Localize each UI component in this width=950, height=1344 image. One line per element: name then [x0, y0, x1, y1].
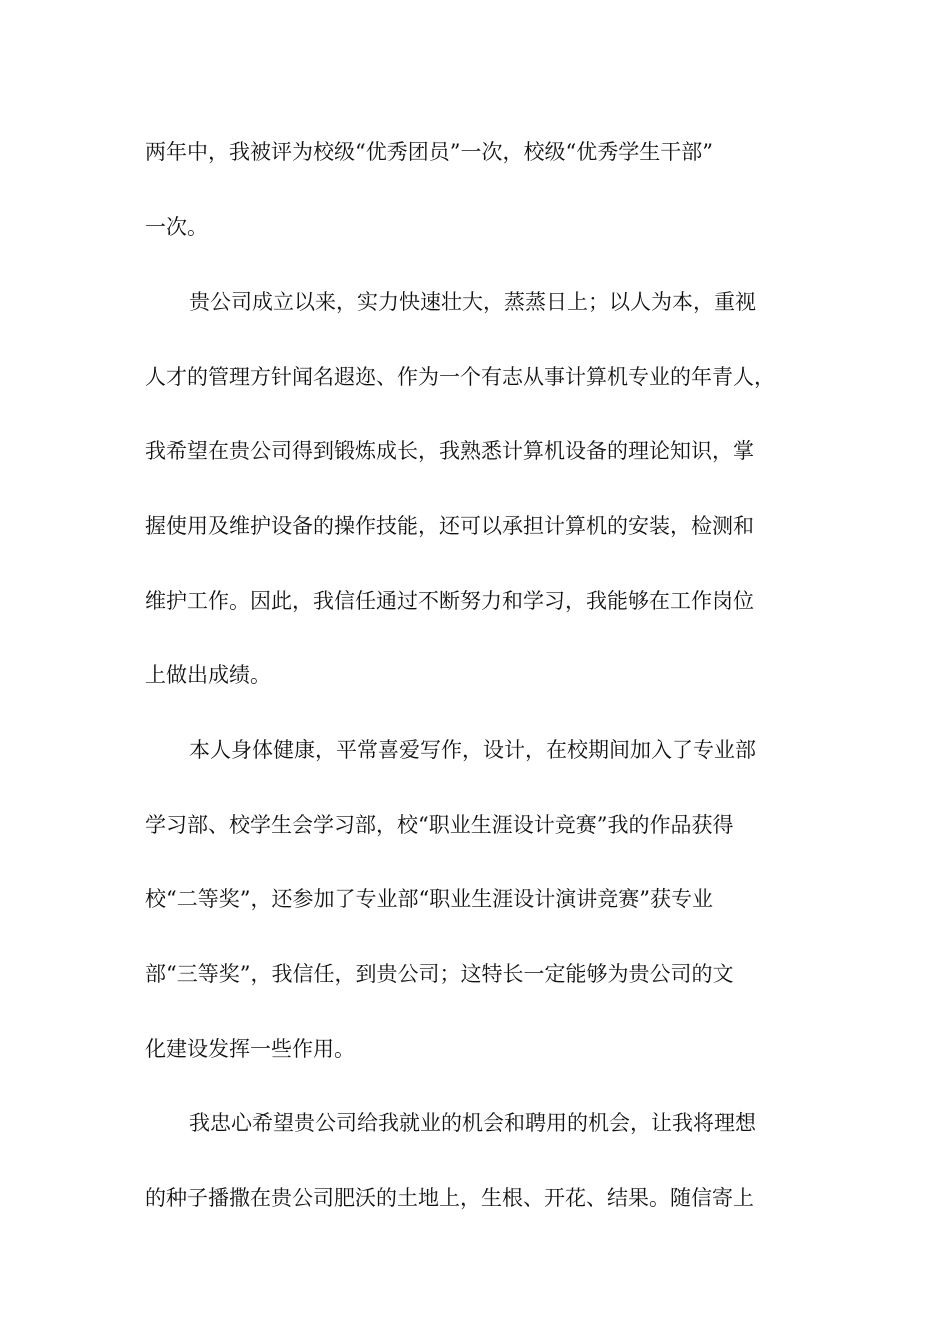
paragraph-start-line: 我忠心希望贵公司给我就业的机会和聘用的机会，让我将理想	[189, 1111, 756, 1135]
text-line: 我希望在贵公司得到锻炼成长，我熟悉计算机设备的理论知识，掌	[145, 439, 754, 463]
text-line: 的种子播撒在贵公司肥沃的土地上，生根、开花、结果。随信寄上	[145, 1186, 754, 1210]
text-line: 两年中，我被评为校级“优秀团员”一次，校级“优秀学生干部”	[145, 140, 713, 164]
text-line: 握使用及维护设备的操作技能，还可以承担计算机的安装，检测和	[145, 514, 754, 538]
text-line: 一次。	[145, 215, 208, 239]
paragraph-start-line: 本人身体健康，平常喜爱写作，设计，在校期间加入了专业部	[189, 738, 756, 762]
text-line: 人才的管理方针闻名遐迩、作为一个有志从事计算机专业的年青人，	[145, 365, 775, 389]
text-line: 学习部、校学生会学习部，校“职业生涯设计竞赛”我的作品获得	[145, 813, 734, 837]
text-line: 上做出成绩。	[145, 663, 271, 687]
text-line: 化建设发挥一些作用。	[145, 1037, 355, 1061]
paragraph-start-line: 贵公司成立以来，实力快速壮大，蒸蒸日上；以人为本，重视	[189, 290, 756, 314]
text-line: 维护工作。因此，我信任通过不断努力和学习，我能够在工作岗位	[145, 589, 754, 613]
text-line: 校“二等奖”，还参加了专业部“职业生涯设计演讲竞赛”获专业	[145, 887, 713, 911]
text-line: 部“三等奖”，我信任，到贵公司；这特长一定能够为贵公司的文	[145, 962, 734, 986]
